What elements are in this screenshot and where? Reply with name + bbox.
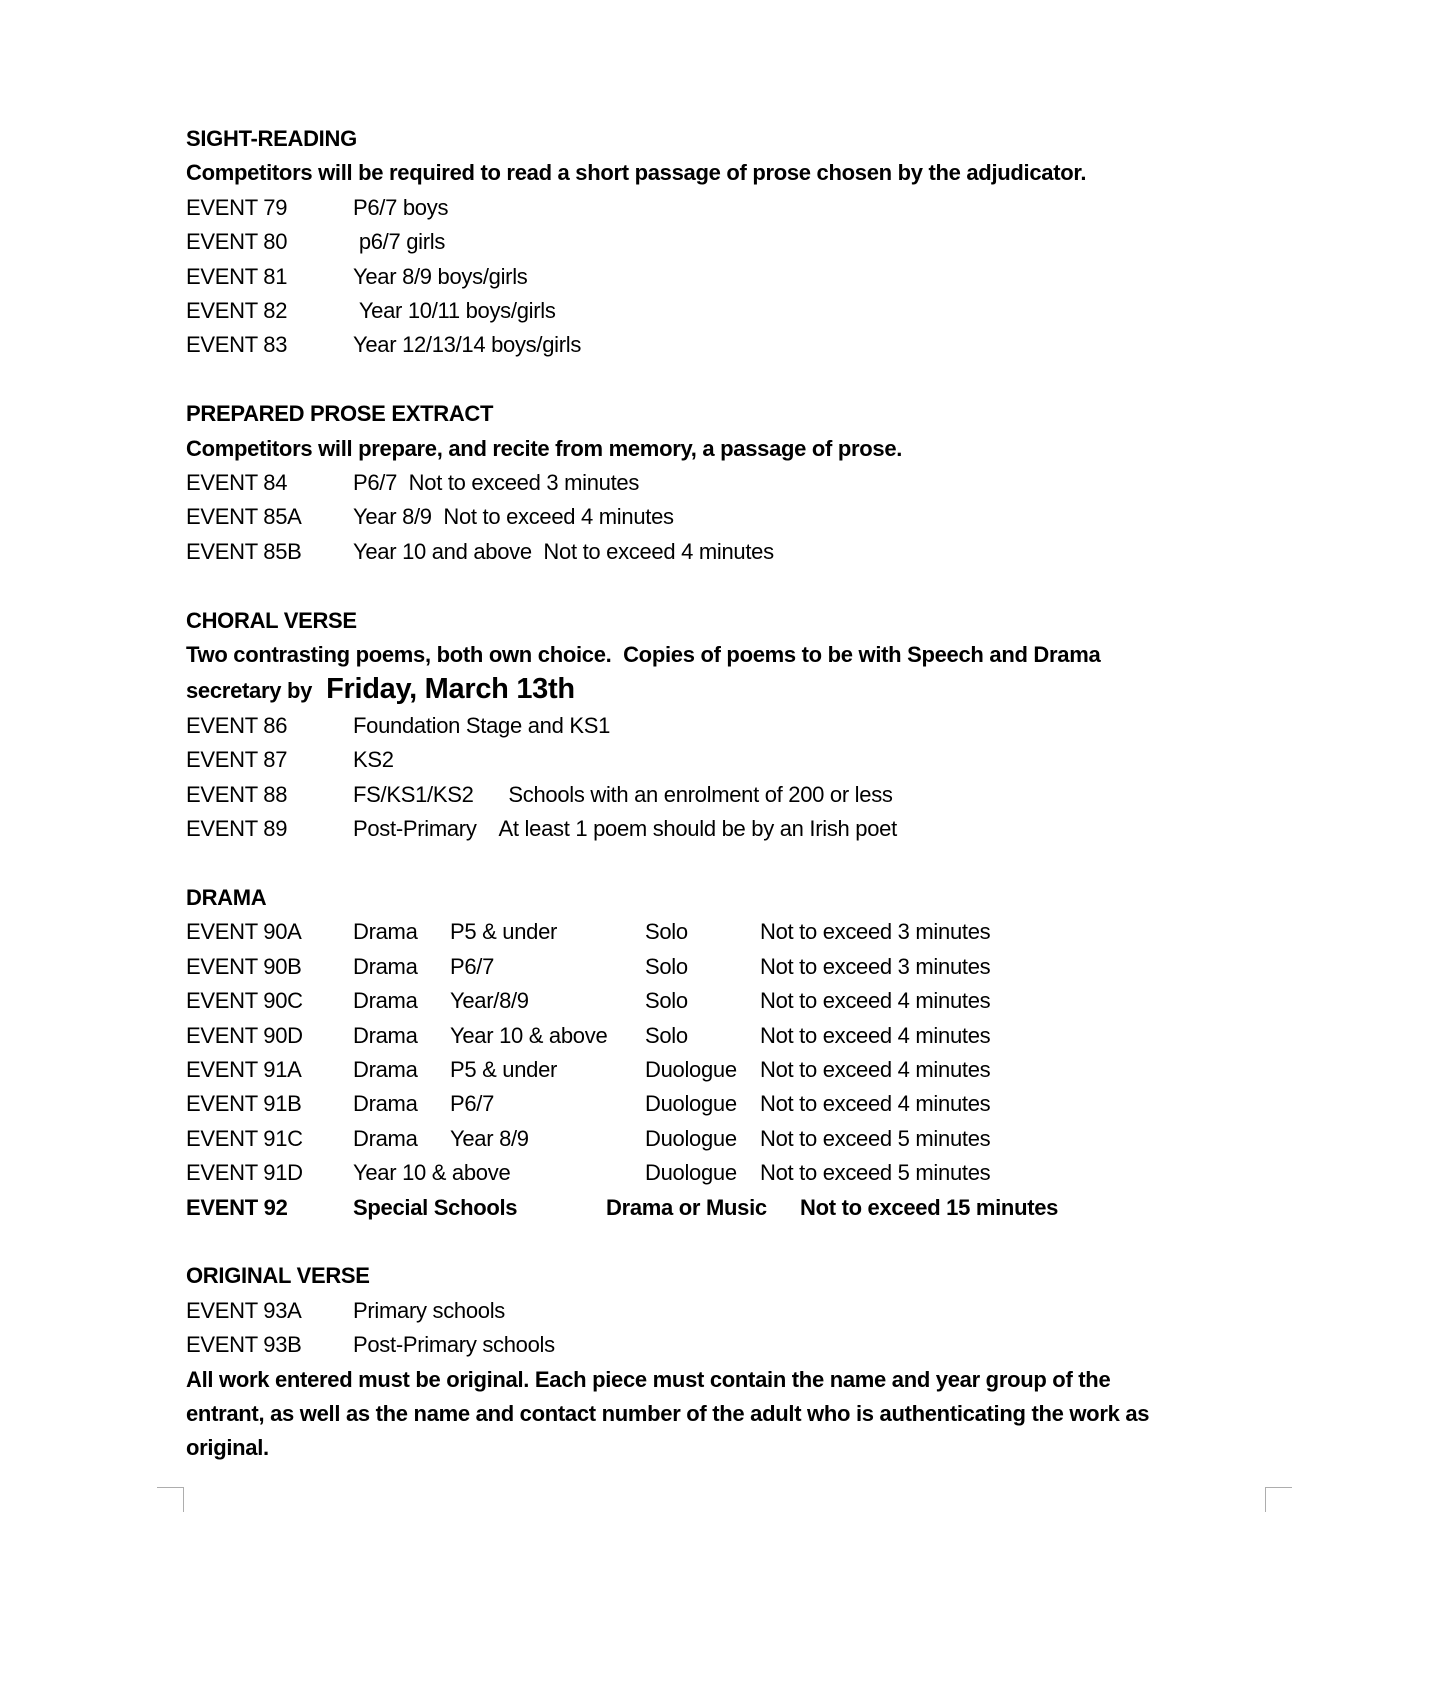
event-row [186,915,1276,949]
event-type: Drama [353,1091,418,1117]
event-format: Solo [645,953,688,979]
event-label: EVENT 91A [186,1056,302,1082]
event-format: Solo [645,988,688,1014]
text-boundary-corner-left [157,1487,184,1512]
event-label: EVENT 90D [186,1022,303,1048]
event-label: EVENT 85A [186,504,302,530]
section-prepared-prose [186,397,1276,569]
event-description: Year 8/9 boys/girls [353,263,528,289]
event-label: EVENT 93A [186,1297,302,1323]
section-heading: PREPARED PROSE EXTRACT [186,401,494,427]
event-row [186,191,1276,225]
event-description: P6/7 Not to exceed 3 minutes [353,470,640,496]
originality-note-line: entrant, as well as the name and contact number of the adult who is authenticating the work as [186,1400,1150,1426]
event-age-group: P5 & under [450,919,558,945]
text-boundary-corner-right [1265,1487,1292,1512]
event-label: EVENT 91D [186,1160,303,1186]
event-age-group: Year/8/9 [450,988,529,1014]
event-age-group: P5 & under [450,1056,558,1082]
event-row [186,778,1276,812]
section-heading: DRAMA [186,884,267,910]
event-description: Foundation Stage and KS1 [353,712,611,738]
event-time-limit: Not to exceed 4 minutes [760,1022,991,1048]
event-description: Year 12/13/14 boys/girls [353,332,582,358]
section-intro-line1: Two contrasting poems, both own choice. Copies of poems to be with Speech and Drama [186,642,1101,668]
deadline-date: Friday, March 13th [326,673,575,706]
event-row [186,984,1276,1018]
section-original-verse [186,1259,1276,1465]
event-row [186,1019,1276,1053]
event-time-limit: Not to exceed 4 minutes [760,988,991,1014]
event-time-limit: Not to exceed 5 minutes [760,1160,991,1186]
event-format: Duologue [645,1160,737,1186]
event-row [186,294,1276,328]
event-type: Drama [353,1125,418,1151]
event-age-group: P6/7 [450,1091,495,1117]
section-choral-verse [186,604,1276,847]
section-intro: Competitors will prepare, and recite from memory, a passage of prose. [186,435,903,461]
event-group: Special Schools [353,1194,518,1220]
event-label: EVENT 90B [186,953,302,979]
event-description: Primary schools [353,1297,505,1323]
event-row [186,1087,1276,1121]
event-age-group [450,1156,645,1190]
event-row [186,743,1276,777]
event-format: Solo [645,919,688,945]
event-type: Drama [353,1022,418,1048]
event-description: Year 10/11 boys/girls [353,298,556,324]
event-row [186,500,1276,534]
event-description: KS2 [353,747,394,773]
event-label: EVENT 79 [186,194,288,220]
event-type: Year 10 & above [353,1160,511,1186]
event-label: EVENT 84 [186,470,288,496]
event-type: Drama [353,988,418,1014]
page-content [186,122,1276,1466]
event-description: Year 8/9 Not to exceed 4 minutes [353,504,674,530]
event-category: Drama or Music [606,1194,767,1220]
section-heading: CHORAL VERSE [186,607,357,633]
section-intro-line2 [186,672,1276,708]
event-time-limit: Not to exceed 4 minutes [760,1091,991,1117]
event-type: Drama [353,1056,418,1082]
event-row [186,812,1276,846]
event-row [186,535,1276,569]
event-label: EVENT 85B [186,538,302,564]
event-time-limit: Not to exceed 4 minutes [760,1056,991,1082]
section-heading: ORIGINAL VERSE [186,1263,370,1289]
event-description: P6/7 boys [353,194,449,220]
event-label: EVENT 90C [186,988,303,1014]
event-description: Year 10 and above Not to exceed 4 minutes [353,538,774,564]
event-format: Duologue [645,1056,737,1082]
event-description: p6/7 girls [353,229,446,255]
event-label: EVENT 81 [186,263,288,289]
event-label: EVENT 90A [186,919,302,945]
event-label: EVENT 89 [186,816,288,842]
event-description: Post-Primary At least 1 poem should be by an Irish poet [353,816,897,842]
event-time-limit: Not to exceed 3 minutes [760,919,991,945]
event-row [186,950,1276,984]
event-row [186,328,1276,362]
event-row [186,1053,1276,1087]
originality-note-line: original. [186,1435,269,1461]
event-age-group: Year 8/9 [450,1125,529,1151]
event-age-group: Year 10 & above [450,1022,608,1048]
intro-prefix: secretary by [186,678,313,704]
event-row [186,1294,1276,1328]
event-format: Duologue [645,1125,737,1151]
section-intro: Competitors will be required to read a short passage of prose chosen by the adjudicator. [186,160,1087,186]
originality-note-line: All work entered must be original. Each piece must contain the name and year group of the [186,1366,1111,1392]
event-label: EVENT 91C [186,1125,303,1151]
section-heading: SIGHT-READING [186,126,357,151]
event-label: EVENT 93B [186,1332,302,1358]
event-label: EVENT 88 [186,781,288,807]
section-drama [186,881,1276,1225]
event-time-limit: Not to exceed 3 minutes [760,953,991,979]
event-label: EVENT 80 [186,229,288,255]
event-time-limit: Not to exceed 15 minutes [800,1194,1059,1220]
event-row [186,260,1276,294]
event-label: EVENT 83 [186,332,288,358]
event-label: EVENT 91B [186,1091,302,1117]
event-label: EVENT 87 [186,747,288,773]
event-row [186,709,1276,743]
event-row [186,1122,1276,1156]
event-format: Duologue [645,1091,737,1117]
section-sight-reading [186,122,1276,363]
event-row [186,1328,1276,1362]
event-description: FS/KS1/KS2 Schools with an enrolment of 200 or less [353,781,893,807]
event-row [186,225,1276,259]
event-row [186,1156,1276,1190]
event-age-group: P6/7 [450,953,495,979]
event-row [186,466,1276,500]
event-label: EVENT 82 [186,298,288,324]
event-label: EVENT 86 [186,712,288,738]
event-type: Drama [353,919,418,945]
event-description: Post-Primary schools [353,1332,555,1358]
event-row-special-schools [186,1191,1276,1225]
event-type: Drama [353,953,418,979]
event-time-limit: Not to exceed 5 minutes [760,1125,991,1151]
event-label: EVENT 92 [186,1194,288,1220]
event-format: Solo [645,1022,688,1048]
